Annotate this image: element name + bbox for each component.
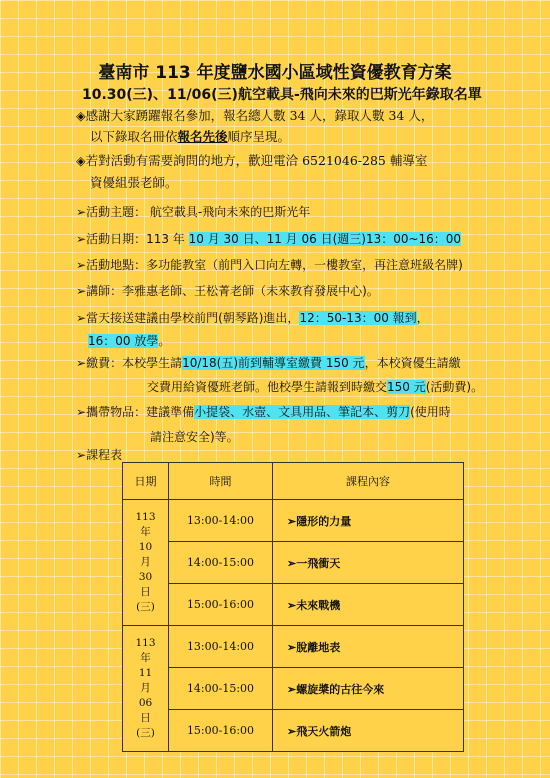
item-fee-line2 [147, 378, 483, 395]
arrow-bullet-icon: ➢ [287, 724, 297, 738]
course-cell [273, 710, 464, 752]
course-name: 脫離地表 [296, 640, 341, 654]
intro-text-4: 資優組張老師。 [90, 175, 178, 190]
item-bring-text: 攜帶物品：建議準備 [86, 405, 195, 419]
date-part: 113 [135, 637, 156, 649]
item-bring [76, 403, 451, 420]
course-cell [273, 584, 464, 626]
item-fee-line2-end: (活動費)。 [425, 380, 484, 394]
course-cell [273, 626, 464, 668]
arrow-bullet-icon: ➢ [287, 682, 297, 696]
item-date-label: 活動日期：113 年 [86, 232, 189, 246]
course-name: 飛天火箭炮 [296, 724, 352, 738]
item-pickup-text: 當天接送建議由學校前門(朝琴路)進出， [86, 311, 300, 325]
arrow-bullet-icon: ➢ [287, 598, 297, 612]
item-date-value: 10 月 30 日、11 月 06 日(週三)13：00~16：00 [188, 232, 462, 246]
date-cell-day1 [123, 500, 169, 626]
page-subtitle: 10.30(三)、11/06(三)航空載具-飛向未來的巴斯光年錄取名單 [82, 87, 482, 103]
date-part: 113 [135, 511, 156, 523]
course-cell [273, 542, 464, 584]
intro-line-1 [76, 105, 433, 126]
arrow-bullet-icon: ➢ [287, 640, 297, 654]
item-fee-mid: ，本校資優生請繳 [364, 356, 461, 370]
arrow-bullet-icon: ➢ [76, 356, 87, 370]
table-row [123, 584, 464, 626]
arrow-bullet-icon: ➢ [287, 514, 297, 528]
intro-line-2 [90, 126, 290, 147]
item-bring-line2-text: 請注意安全)等。 [150, 430, 239, 444]
date-part: 日 [140, 712, 151, 724]
date-part: 年 [140, 652, 151, 664]
course-name: 螺旋槳的古往今來 [296, 682, 385, 696]
date-part: 11 [138, 667, 153, 679]
time-cell: 13:00-14:00 [169, 626, 273, 668]
course-name: 未來戰機 [296, 598, 341, 612]
item-topic [76, 203, 310, 220]
course-name: 隱形的力量 [296, 514, 352, 528]
arrow-bullet-icon: ➢ [76, 311, 87, 325]
header-date: 日期 [123, 463, 169, 500]
arrow-bullet-icon: ➢ [76, 284, 87, 298]
arrow-bullet-icon: ➢ [76, 232, 87, 246]
item-topic-text: 活動主題： 航空載具-飛向未來的巴斯光年 [86, 205, 311, 219]
intro-emphasis: 報名先後 [177, 129, 228, 144]
item-teacher [76, 282, 379, 299]
schedule-label-text: 課程表 [86, 448, 123, 462]
table-row [123, 542, 464, 584]
item-place [76, 256, 463, 273]
item-pickup-line2 [88, 332, 170, 349]
item-fee-deadline: 10/18(五)前到輔導室繳費 150 元 [182, 356, 365, 370]
date-part: 日 [140, 586, 151, 598]
item-fee-text: 繳費：本校學生請 [86, 356, 183, 370]
intro-line-3 [76, 150, 427, 171]
item-schedule-label [76, 446, 122, 463]
item-date [76, 230, 461, 247]
item-fee [76, 354, 461, 371]
time-cell: 14:00-15:00 [169, 542, 273, 584]
item-place-text: 活動地點：多功能教室（前門入口向左轉，一樓教室，再注意班級名牌) [86, 258, 463, 272]
date-part: 年 [140, 526, 151, 538]
arrow-bullet-icon: ➢ [287, 556, 297, 570]
item-fee-line2-text: 交費用給資優班老師。他校學生請報到時繳交 [147, 380, 388, 394]
intro-text-2a: 以下錄取名冊依 [90, 129, 178, 144]
table-row [123, 500, 464, 542]
item-pickup [76, 309, 429, 326]
date-part: (三) [136, 601, 155, 613]
page-title: 臺南市 113 年度鹽水國小區域性資優教育方案 [98, 63, 452, 83]
date-part: 10 [138, 541, 153, 553]
arrow-bullet-icon: ➢ [76, 258, 87, 272]
time-cell: 15:00-16:00 [169, 584, 273, 626]
date-part: 30 [138, 571, 153, 583]
date-part: 06 [138, 697, 153, 709]
table-row [123, 626, 464, 668]
item-pickup-dismiss: 16：00 放學 [88, 334, 159, 348]
item-bring-list: 小提袋、水壺、文具用品、筆記本、剪刀 [194, 405, 411, 419]
item-pickup-comma: ， [416, 311, 429, 325]
intro-text-1: 感謝大家踴躍報名參加，報名總人數 34 人，錄取人數 34 人， [85, 108, 434, 123]
schedule-header-row [123, 463, 464, 500]
table-row [123, 710, 464, 752]
item-pickup-checkin: 12：50-13：00 報到 [299, 311, 417, 325]
date-cell-day2 [123, 626, 169, 752]
course-name: 一飛衝天 [296, 556, 341, 570]
item-bring-post: (使用時 [410, 405, 451, 419]
arrow-bullet-icon: ➢ [76, 405, 87, 419]
table-row [123, 668, 464, 710]
item-pickup-end: 。 [158, 334, 171, 348]
time-cell: 13:00-14:00 [169, 500, 273, 542]
course-cell [273, 668, 464, 710]
header-course: 課程內容 [273, 463, 464, 500]
item-bring-line2 [150, 428, 239, 445]
intro-text-2b: 順序呈現。 [227, 129, 291, 144]
time-cell: 15:00-16:00 [169, 710, 273, 752]
item-teacher-text: 講師：李雅惠老師、王松菁老師（未來教育發展中心)。 [86, 284, 379, 298]
date-part: 月 [140, 682, 151, 694]
item-fee-amount: 150 元 [387, 380, 426, 394]
date-part: (三) [136, 727, 155, 739]
course-cell [273, 500, 464, 542]
arrow-bullet-icon: ➢ [76, 448, 87, 462]
diamond-bullet-icon: ◈ [76, 153, 86, 168]
date-part: 月 [140, 556, 151, 568]
diamond-bullet-icon: ◈ [76, 108, 86, 123]
schedule-table [122, 462, 464, 752]
intro-text-3: 若對活動有需要詢問的地方，歡迎電洽 6521046-285 輔導室 [85, 153, 428, 168]
header-time: 時間 [169, 463, 273, 500]
time-cell: 14:00-15:00 [169, 668, 273, 710]
arrow-bullet-icon: ➢ [76, 205, 87, 219]
intro-line-4 [90, 172, 178, 193]
